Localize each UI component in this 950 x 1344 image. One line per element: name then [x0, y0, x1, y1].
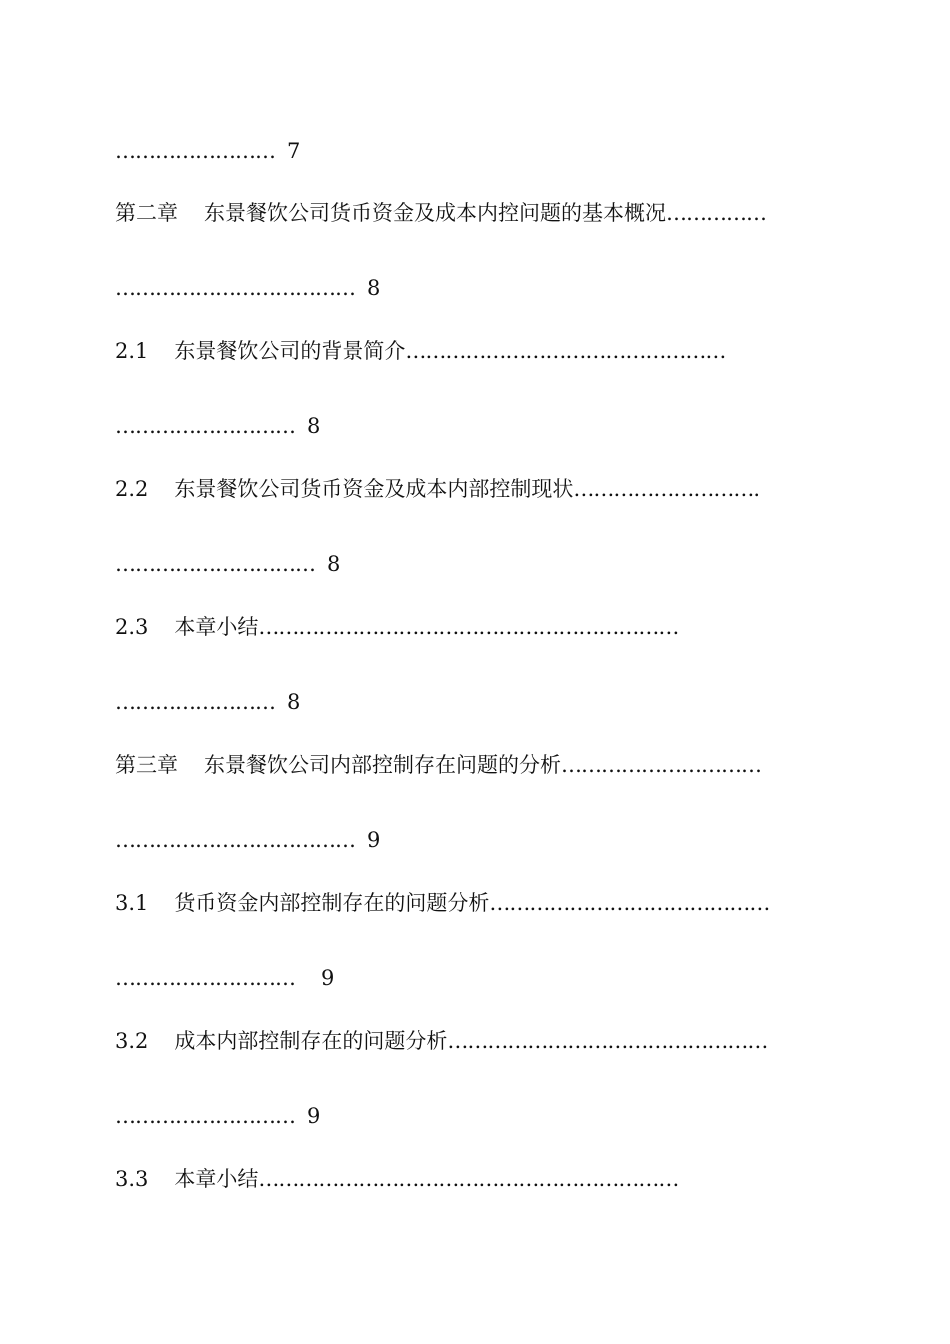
leader-dots: ……………………… [115, 414, 295, 438]
entry-title: 东景餐饮公司的背景简介 [174, 339, 406, 363]
toc-continuation-line [115, 1096, 860, 1136]
toc-continuation-line [115, 820, 860, 860]
toc-continuation-line [115, 268, 860, 308]
page-number: 8 [287, 690, 301, 714]
entry-title: 本章小结 [174, 615, 259, 639]
leader-dots: ……………………… [115, 966, 295, 990]
toc-continuation-line [115, 958, 860, 998]
toc-continuation-line [115, 682, 860, 722]
page-number: 8 [367, 276, 381, 300]
leader-dots: ………………………………………… [405, 339, 726, 363]
toc-entry-chapter-3[interactable] [115, 745, 860, 785]
toc-continuation-line [115, 131, 860, 171]
leader-dots: ……………………………………………………… [258, 615, 679, 639]
page-number: 7 [287, 139, 301, 163]
section-number: 3.2 [115, 1029, 149, 1053]
toc-entry-2-2[interactable] [115, 469, 860, 509]
leader-dots: ……………………………………………………… [258, 1167, 679, 1191]
leader-dots: ……………………… [115, 1104, 295, 1128]
toc-entry-3-2[interactable] [115, 1021, 860, 1061]
chapter-number: 第三章 [115, 753, 178, 777]
leader-dots: …………………… [115, 690, 275, 714]
section-number: 2.1 [115, 339, 149, 363]
entry-title: 货币资金内部控制存在的问题分析 [174, 891, 490, 915]
toc-entry-chapter-2[interactable] [115, 193, 860, 233]
section-number: 3.1 [115, 891, 149, 915]
leader-dots: ………………………… [115, 552, 315, 576]
section-number: 3.3 [115, 1167, 149, 1191]
chapter-number: 第二章 [115, 201, 178, 225]
toc-entry-3-1[interactable] [115, 883, 860, 923]
leader-dots: …………………… [115, 139, 275, 163]
page-number: 8 [307, 414, 321, 438]
leader-dots: …………………………………… [489, 891, 770, 915]
leader-dots: …………… [666, 201, 766, 225]
toc-continuation-line [115, 544, 860, 584]
entry-title: 东景餐饮公司货币资金及成本内部控制现状 [174, 477, 574, 501]
entry-title: 本章小结 [174, 1167, 259, 1191]
entry-title: 东景餐饮公司内部控制存在问题的分析 [204, 753, 561, 777]
section-number: 2.2 [115, 477, 149, 501]
leader-dots: ……………………………… [115, 828, 355, 852]
leader-dots: ………………………… [561, 753, 761, 777]
leader-dots: ………………………………………… [447, 1029, 768, 1053]
page-number: 8 [327, 552, 341, 576]
toc-entry-2-1[interactable] [115, 331, 860, 371]
page-number: 9 [321, 966, 335, 990]
toc-entry-3-3[interactable] [115, 1159, 860, 1199]
toc-continuation-line [115, 406, 860, 446]
section-number: 2.3 [115, 615, 149, 639]
leader-dots: ………………………. [573, 477, 760, 501]
entry-title: 东景餐饮公司货币资金及成本内控问题的基本概况 [204, 201, 666, 225]
leader-dots: ……………………………… [115, 276, 355, 300]
page-number: 9 [367, 828, 381, 852]
page-number: 9 [307, 1104, 321, 1128]
entry-title: 成本内部控制存在的问题分析 [174, 1029, 448, 1053]
toc-entry-2-3[interactable] [115, 607, 860, 647]
